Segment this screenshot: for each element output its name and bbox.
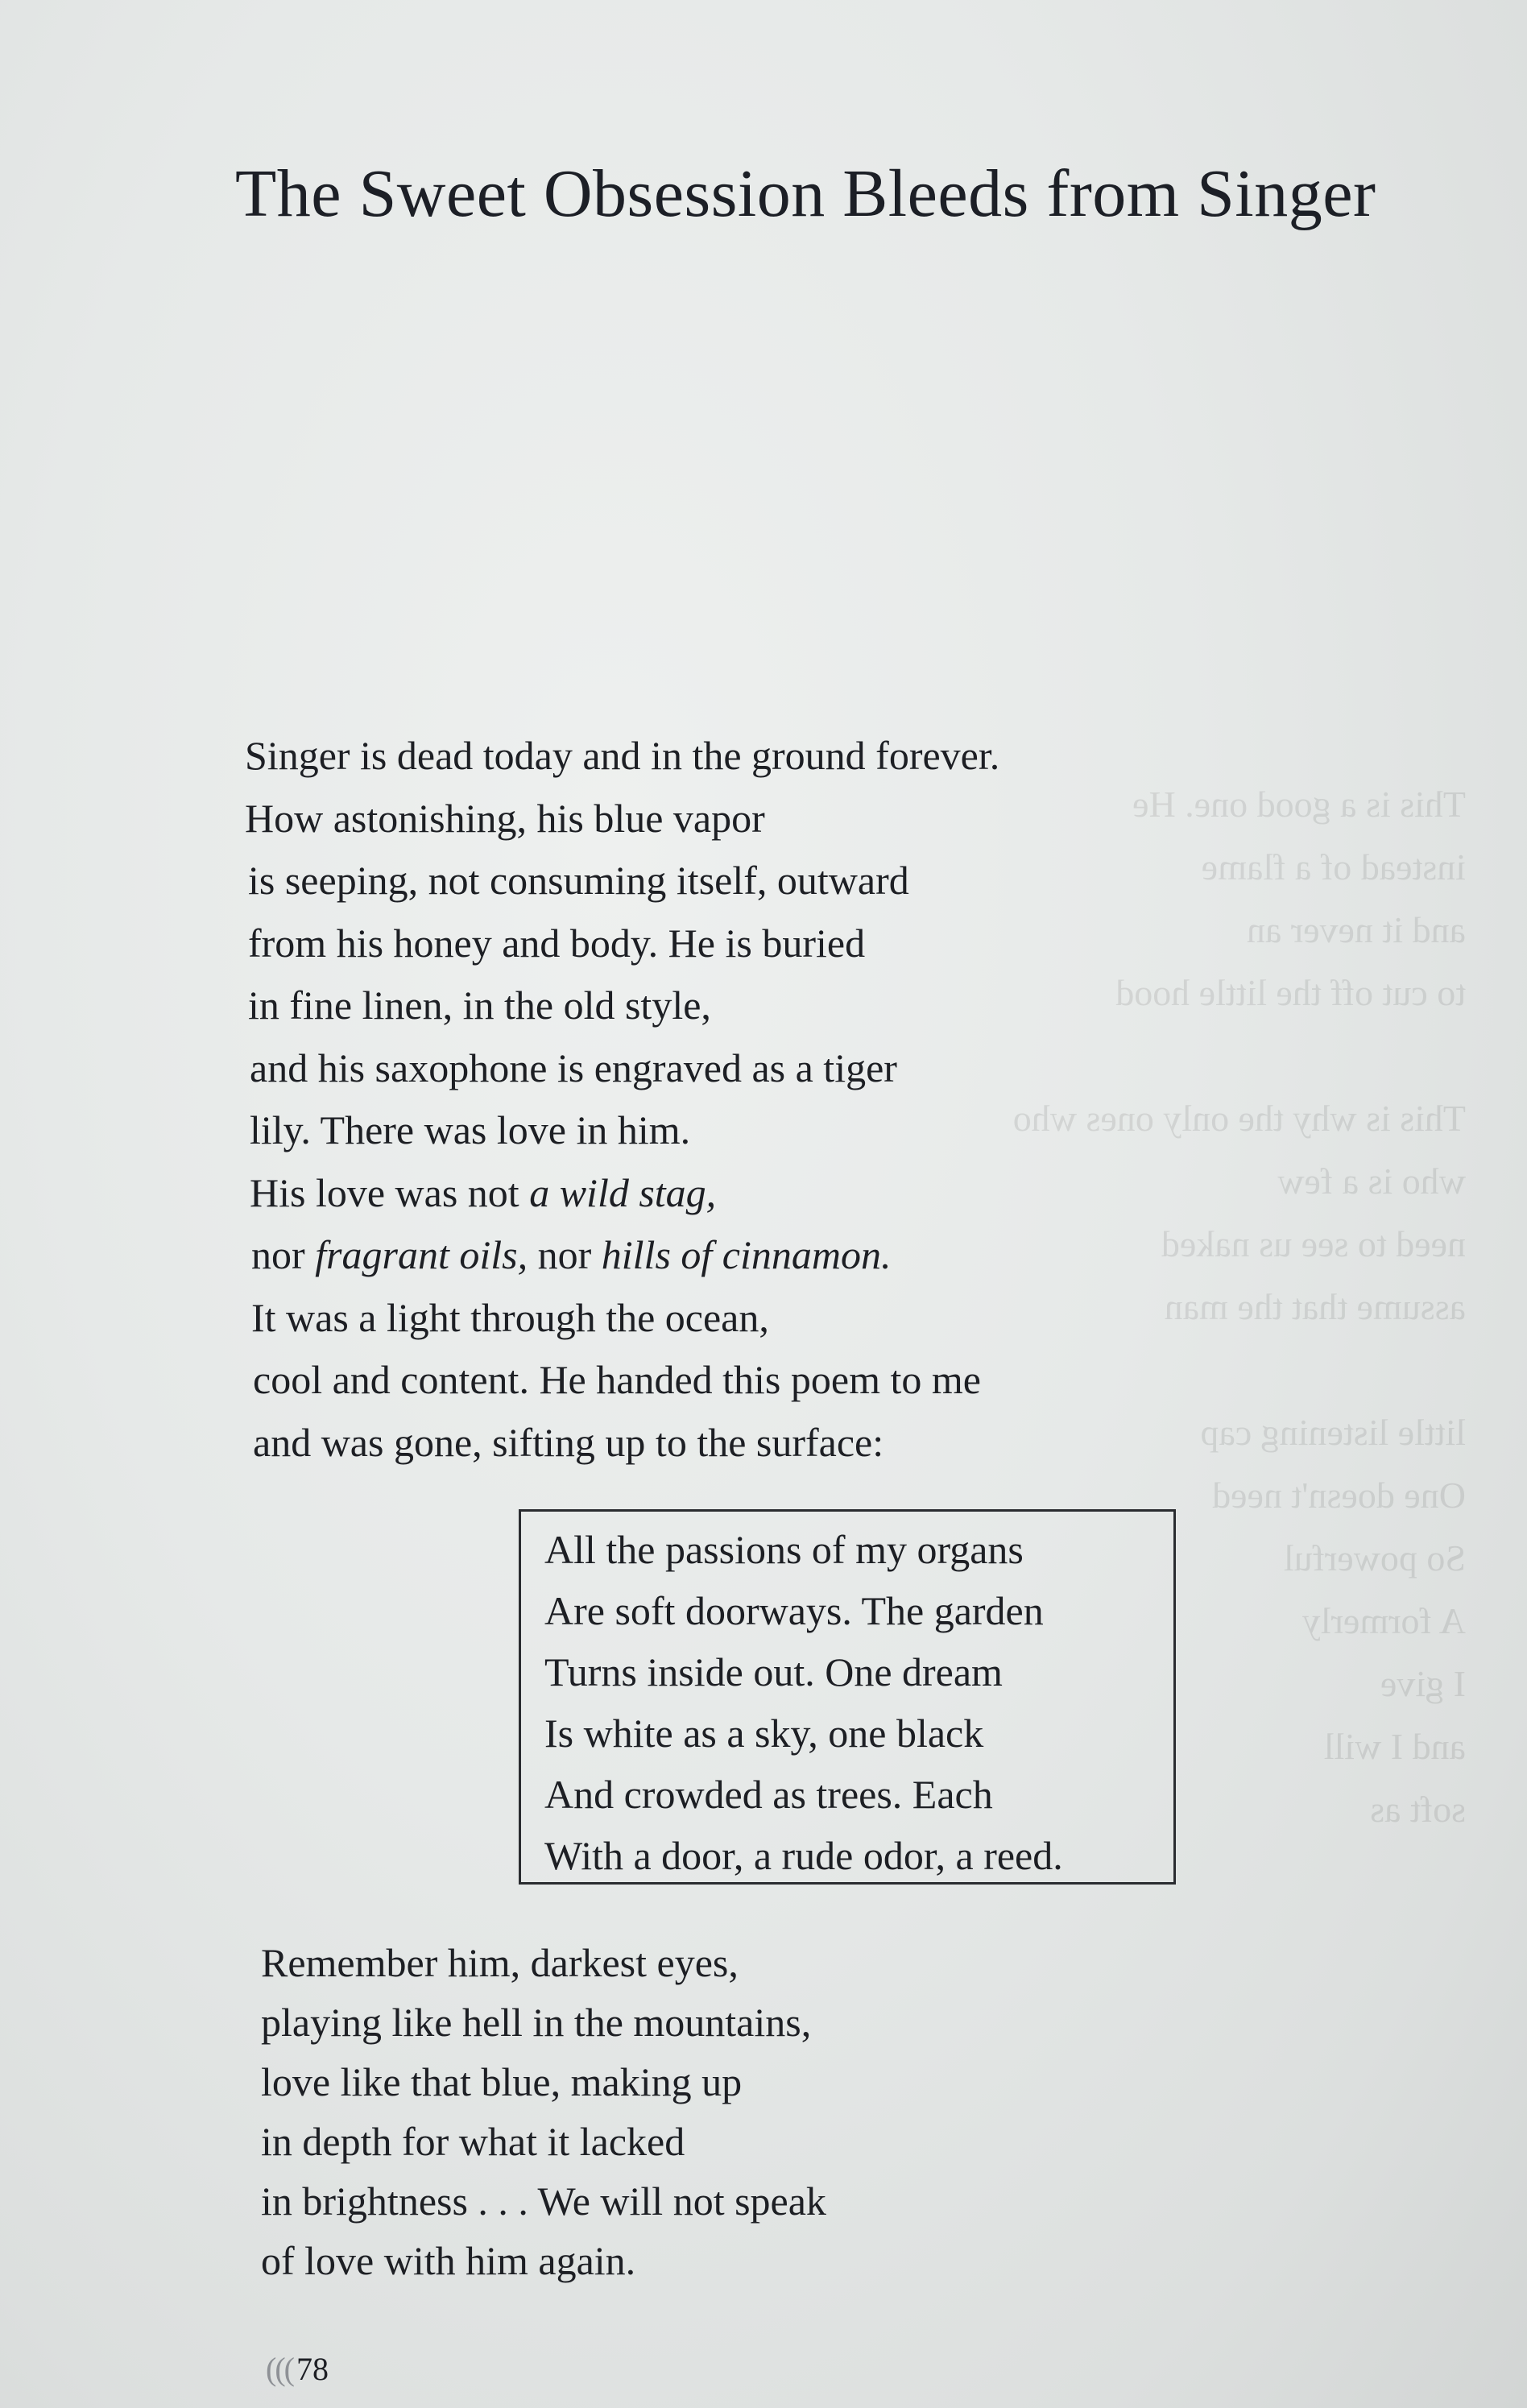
poem-line: is seeping, not consuming itself, outward (248, 858, 909, 903)
folio-ornament: ((( (266, 2351, 293, 2387)
poem-line: How astonishing, his blue vapor (245, 795, 765, 841)
poem-line: Is white as a sky, one black (544, 1711, 984, 1756)
page-number: 78 (296, 2351, 329, 2387)
line-text: nor (251, 1232, 316, 1277)
poem-line: It was a light through the ocean, (251, 1294, 769, 1340)
poem-line (245, 1224, 999, 1287)
italic-phrase: fragrant oils, (315, 1232, 528, 1277)
stanza-closing (261, 1933, 826, 2290)
reverse-page-bleed-through: This is a good one. He instead of a flame and it never an to cut off the little hood This is why the only ones who who is a few need to see us naked assume that the man little listening cap One doesn't need So powerful A formerly I give and I will soft as (1012, 784, 1466, 1830)
poem-title: The Sweet Obsession Bleeds from Singer (235, 156, 1376, 231)
italic-phrase: a wild stag, (529, 1169, 717, 1215)
italic-phrase: hills of cinnamon. (601, 1232, 892, 1277)
poem-line: and was gone, sifting up to the surface: (253, 1419, 884, 1465)
poem-line: of love with him again. (261, 2238, 636, 2283)
poem-line: Remember him, darkest eyes, (261, 1940, 739, 1985)
poem-line: Singer is dead today and in the ground forever. (245, 733, 1000, 778)
poem-line: love like that blue, making up (261, 2059, 743, 2104)
poem-line: in brightness . . . We will not speak (261, 2178, 826, 2224)
embedded-poem (544, 1519, 1063, 1886)
poem-line: cool and content. He handed this poem to me (253, 1357, 981, 1402)
poem-line: Are soft doorways. The garden (544, 1588, 1044, 1633)
poem-line: And crowded as trees. Each (544, 1772, 993, 1817)
poem-line: from his honey and body. He is buried (248, 920, 866, 966)
line-text: His love was not (250, 1169, 530, 1215)
stanza-opening (245, 725, 999, 1474)
poem-line: lily. There was love in him. (250, 1107, 691, 1152)
poem-line: and his saxophone is engraved as a tiger (250, 1045, 897, 1090)
poem-line: in depth for what it lacked (261, 2119, 685, 2164)
poem-line: All the passions of my organs (544, 1527, 1024, 1572)
page-footer (266, 2350, 329, 2388)
poem-line: in fine linen, in the old style, (248, 983, 711, 1028)
poem-line: Turns inside out. One dream (544, 1649, 1003, 1694)
poem-line: With a door, a rude odor, a reed. (544, 1833, 1063, 1878)
line-text: nor (528, 1232, 602, 1277)
poem-line: playing like hell in the mountains, (261, 2000, 812, 2045)
poem-line (245, 1162, 999, 1225)
